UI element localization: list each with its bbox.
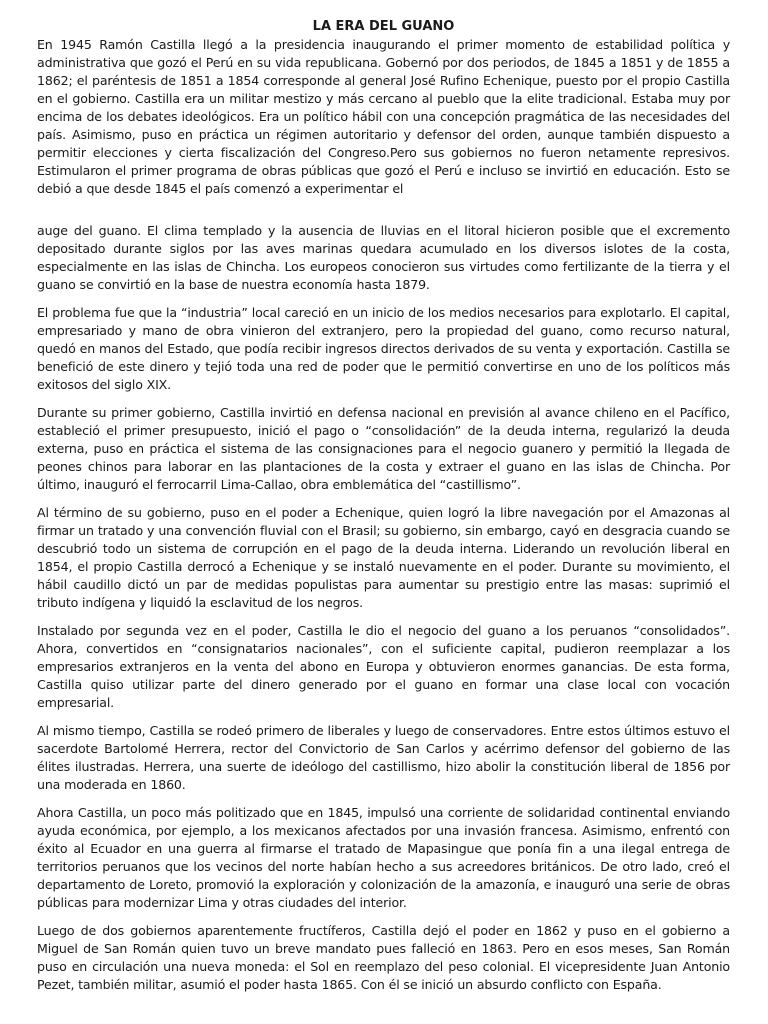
paragraph-second-government: Instalado por segunda vez en el poder, Castilla le dio el negocio del guano a los peruanos “consolidados”. Ahora, convertidos en “consignatarios nacionales”, con el suficiente capital, pudieron reemplazar a los empresarios extranjeros en la venta del abono en Europa y obtuvieron enormes ganancias. De esta forma, Castilla quiso utilizar parte del dinero generado por el guano en formar una clase local con vocación empresarial. xyxy=(37,623,730,710)
paragraph-guano-boom: auge del guano. El clima templado y la ausencia de lluvias en el litoral hicieron posible que el excremento depositado durante siglos por las aves marinas quedara acumulado en los diversos islotes de la costa, especialmente en las islas de Chincha. Los europeos conocieron sus virtudes como fertilizante de la tierra y el guano se convirtió en la base de nuestra economía hasta 1879. xyxy=(37,223,730,292)
paragraph-san-roman: Luego de dos gobiernos aparentemente fructíferos, Castilla dejó el poder en 1862 y puso en el gobierno a Miguel de San Román quien tuvo un breve mandato pues falleció en 1863. Pero en esos meses, San Román puso en circulación una nueva moneda: el Sol en reemplazo del peso colonial. El vicepresidente Juan Antonio Pezet, también militar, asumió el poder hasta 1865. Con él se inició un absurdo conflicto con España. xyxy=(37,923,730,992)
paragraph-echenique: Al término de su gobierno, puso en el poder a Echenique, quien logró la libre navegación por el Amazonas al firmar un tratado y una convención fluvial con el Brasil; su gobierno, sin embargo, cayó en desgracia cuando se descubrió todo un sistema de corrupción en el pago de la deuda interna. Liderando un revolución liberal en 1854, el propio Castilla derrocó a Echenique y se instaló nuevamente en el poder. Durante su movimiento, el hábil caudillo dictó un par de medidas populistas para aumentar su prestigio entre las masas: suprimió el tributo indígena y liquidó la esclavitud de los negros. xyxy=(37,505,730,610)
paragraph-intro: En 1945 Ramón Castilla llegó a la presidencia inaugurando el primer momento de estabilidad política y administrativa que gozó el Perú en su vida republicana. Gobernó por dos periodos, de 1845 a 1851 y de 1855 a 1862; el paréntesis de 1851 a 1854 corresponde al general José Rufino Echenique, puesto por el propio Castilla en el gobierno. Castilla era un militar mestizo y más cercano al pueblo que la elite tradicional. Estaba muy por encima de los debates ideológicos. Era un político hábil con una concepción pragmática de las necesidades del país. Asimismo, puso en práctica un régimen autoritario y defensor del orden, aunque también dispuesto a permitir elecciones y cierta fiscalización del Congreso.Pero sus gobiernos no fueron netamente represivos. Estimularon el primer programa de obras públicas que gozó el Perú e incluso se invirtió en educación. Esto se debió a que desde 1845 el país comenzó a experimentar el xyxy=(37,37,730,196)
paragraph-continental-solidarity: Ahora Castilla, un poco más politizado que en 1845, impulsó una corriente de solidaridad continental enviando ayuda económica, por ejemplo, a los mexicanos afectados por una invasión francesa. Asimismo, enfrentó con éxito al Ecuador en una guerra al firmarse el tratado de Mapasingue que ponía fin a una ilegal entrega de territorios peruanos que los vecinos del norte habían hecho a sus acreedores británicos. De otro lado, creó el departamento de Loreto, promovió la exploración y colonización de la amazonía, e inauguró una serie de obras públicas para modernizar Lima y otras ciudades del interior. xyxy=(37,805,730,910)
paragraph-herrera: Al mismo tiempo, Castilla se rodeó primero de liberales y luego de conservadores. Entre estos últimos estuvo el sacerdote Bartolomé Herrera, rector del Convictorio de San Carlos y acérrimo defensor del gobierno de las élites ilustradas. Herrera, una suerte de ideólogo del castillismo, hizo abolir la constitución liberal de 1856 por una moderada en 1860. xyxy=(37,723,730,792)
paragraph-industry: El problema fue que la “industria” local careció en un inicio de los medios necesarios para explotarlo. El capital, empresariado y mano de obra vinieron del extranjero, pero la propiedad del guano, como recurso natural, quedó en manos del Estado, que podía recibir ingresos directos derivados de su venta y exportación. Castilla se benefició de este dinero y tejió toda una red de poder que le permitió convertirse en uno de los políticos más exitosos del siglo XIX. xyxy=(37,305,730,392)
document-title: LA ERA DEL GUANO xyxy=(312,19,455,34)
paragraph-first-government: Durante su primer gobierno, Castilla invirtió en defensa nacional en previsión al avance chileno en el Pacífico, estableció el primer presupuesto, inició el pago o “consolidación” de la deuda interna, regularizó la deuda externa, puso en práctica el sistema de las consignaciones para el negocio guanero y permitió la llegada de peones chinos para laborar en las plantaciones de la costa y extraer el guano en las islas de Chincha. Por último, inauguró el ferrocarril Lima-Callao, obra emblemática del “castillismo”. xyxy=(37,405,730,492)
